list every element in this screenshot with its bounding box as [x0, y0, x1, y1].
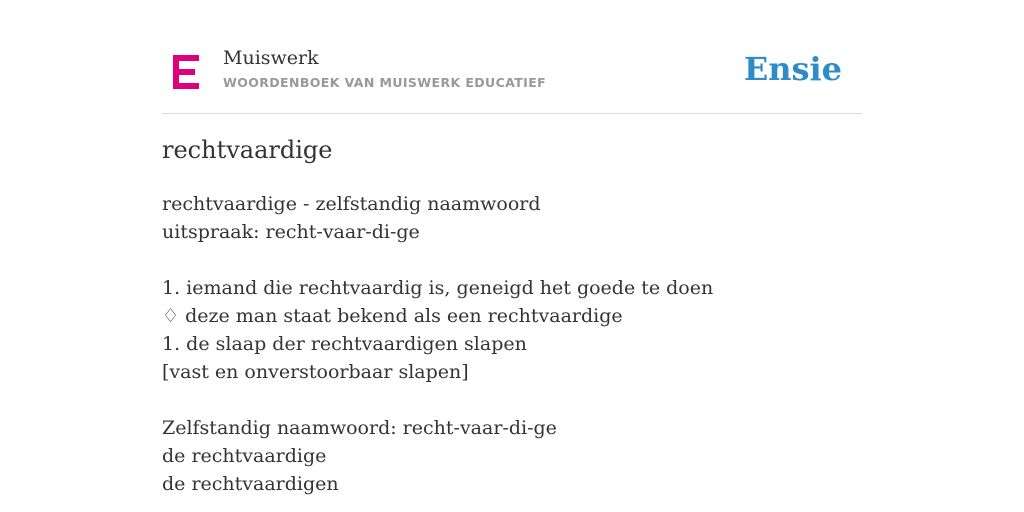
- brand-name[interactable]: Muiswerk: [223, 47, 319, 69]
- entry-line: rechtvaardige - zelfstandig naamwoord: [162, 193, 541, 215]
- entry-line: ♢ deze man staat bekend als een rechtvaardige: [162, 305, 623, 327]
- entry-line: 1. de slaap der rechtvaardigen slapen: [162, 333, 527, 355]
- muiswerk-logo-icon[interactable]: [173, 55, 199, 89]
- entry-line: de rechtvaardige: [162, 445, 327, 467]
- entry-line: Zelfstandig naamwoord: recht-vaar-di-ge: [162, 417, 557, 439]
- site-header: [162, 40, 862, 114]
- entry-line: 1. iemand die rechtvaardig is, geneigd het goede te doen: [162, 277, 714, 299]
- brand-subtitle: WOORDENBOEK VAN MUISWERK EDUCATIEF: [223, 75, 547, 90]
- ensie-logo[interactable]: Ensie: [743, 50, 842, 88]
- entry-line: uitspraak: recht-vaar-di-ge: [162, 221, 420, 243]
- entry-line: [162, 246, 862, 274]
- entry-line: [162, 386, 862, 414]
- entry-body: [162, 190, 862, 498]
- entry-line: [vast en onverstoorbaar slapen]: [162, 361, 469, 383]
- entry-line: de rechtvaardigen: [162, 473, 339, 495]
- entry-title: rechtvaardige: [162, 136, 333, 164]
